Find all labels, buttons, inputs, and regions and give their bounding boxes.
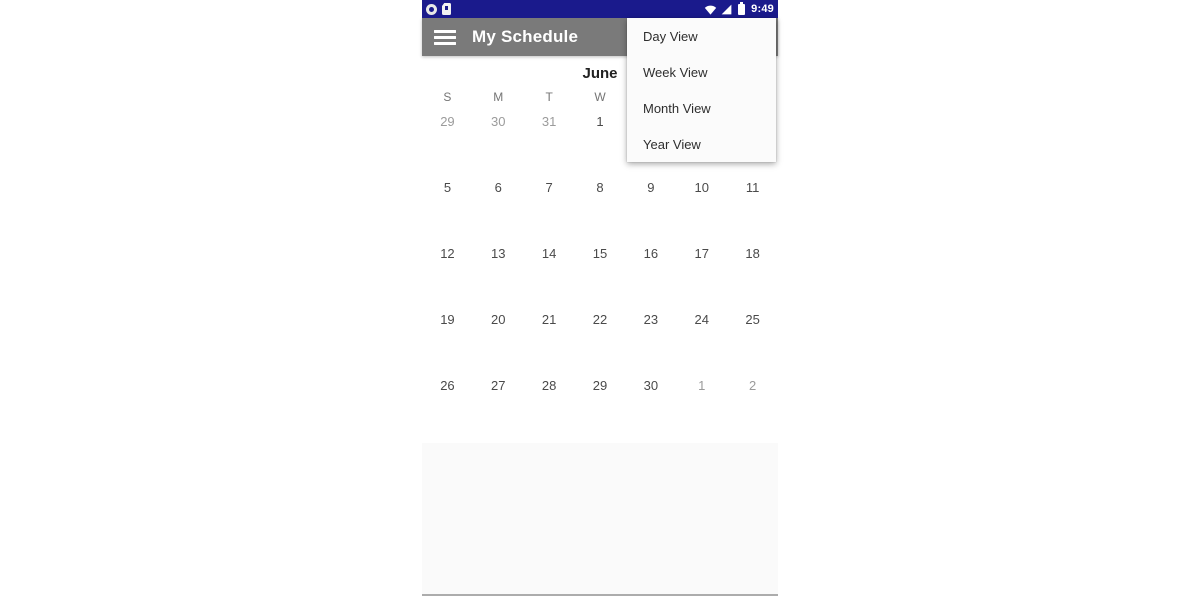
- calendar-day-cell[interactable]: 26: [440, 378, 455, 393]
- menu-item-day-view[interactable]: Day View: [643, 28, 698, 44]
- calendar-day-cell[interactable]: 17: [694, 246, 709, 261]
- calendar-day-cell[interactable]: 18: [745, 246, 760, 261]
- menu-item-year-view[interactable]: Year View: [643, 136, 701, 152]
- calendar-day-cell[interactable]: 15: [592, 246, 608, 261]
- battery-icon: [738, 4, 745, 15]
- calendar-week-row: [422, 176, 778, 242]
- calendar-day-cell[interactable]: 22: [592, 312, 608, 327]
- calendar-day-cell[interactable]: 14: [541, 246, 557, 261]
- record-circle-icon: [426, 4, 437, 15]
- calendar-day-cell[interactable]: 21: [541, 312, 557, 327]
- calendar-day-cell[interactable]: 23: [643, 312, 659, 327]
- month-title: June: [582, 65, 618, 82]
- calendar-day-cell[interactable]: 30: [643, 378, 659, 393]
- hamburger-menu-icon[interactable]: [434, 30, 456, 45]
- calendar-day-cell[interactable]: 8: [596, 180, 604, 195]
- sim-card-icon: [442, 3, 451, 15]
- status-bar: [422, 0, 778, 18]
- calendar-day-cell[interactable]: 19: [440, 312, 455, 327]
- calendar-day-cell[interactable]: 13: [491, 246, 506, 261]
- status-bar-right-icons: [704, 3, 774, 16]
- events-panel: [422, 443, 778, 596]
- calendar-day-cell[interactable]: 29: [592, 378, 608, 393]
- calendar-day-cell[interactable]: 7: [545, 180, 553, 195]
- calendar-day-cell[interactable]: 1: [698, 378, 706, 393]
- status-bar-clock: 9:49: [751, 3, 774, 15]
- calendar-day-cell[interactable]: 16: [643, 246, 659, 261]
- calendar-day-cell[interactable]: 6: [494, 180, 502, 195]
- calendar-day-cell[interactable]: 30: [491, 114, 506, 129]
- page-title: My Schedule: [472, 27, 579, 46]
- status-bar-left-icons: [426, 3, 451, 15]
- calendar-day-cell[interactable]: 1: [596, 114, 604, 129]
- weekday-header: T: [545, 90, 553, 104]
- calendar-day-cell[interactable]: 12: [440, 246, 455, 261]
- calendar-day-cell[interactable]: 5: [443, 180, 452, 195]
- calendar-day-cell[interactable]: 29: [440, 114, 455, 129]
- calendar-day-cell[interactable]: 28: [541, 378, 557, 393]
- calendar-day-cell[interactable]: 10: [694, 180, 709, 195]
- menu-item-month-view[interactable]: Month View: [643, 100, 711, 116]
- wifi-icon: [704, 3, 717, 16]
- menu-item-week-view[interactable]: Week View: [643, 64, 708, 80]
- weekday-header: M: [493, 90, 504, 104]
- calendar-week-row: [422, 242, 778, 308]
- calendar-day-cell[interactable]: 9: [647, 180, 655, 195]
- calendar-day-cell[interactable]: 11: [745, 180, 760, 195]
- calendar-day-cell[interactable]: 27: [491, 378, 506, 393]
- calendar-day-cell[interactable]: 25: [745, 312, 760, 327]
- cellular-signal-icon: [720, 3, 733, 16]
- calendar-day-cell[interactable]: 31: [541, 114, 557, 129]
- phone-screen: [422, 0, 778, 601]
- calendar-week-row: [422, 308, 778, 374]
- calendar-week-row: [422, 374, 778, 440]
- weekday-header: W: [594, 90, 606, 104]
- calendar-day-cell[interactable]: 24: [694, 312, 709, 327]
- view-menu: [627, 18, 776, 162]
- calendar-day-cell[interactable]: 2: [748, 378, 757, 393]
- calendar-day-cell[interactable]: 20: [491, 312, 506, 327]
- weekday-header: S: [443, 90, 452, 104]
